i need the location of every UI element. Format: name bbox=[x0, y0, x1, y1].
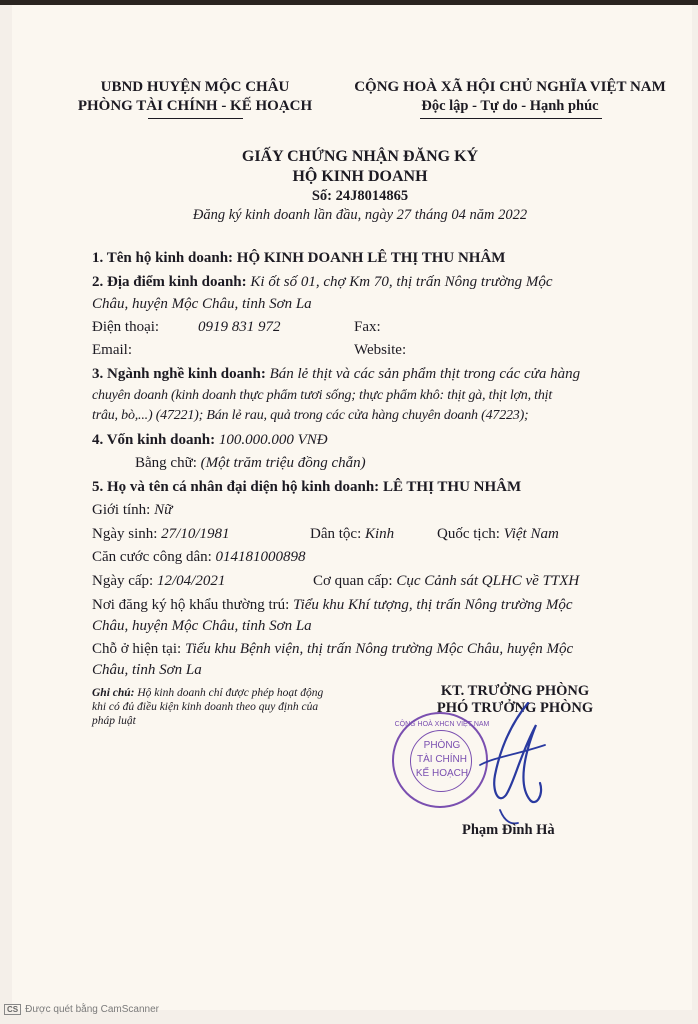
camscanner-logo-icon: CS bbox=[4, 1004, 21, 1015]
capital-label: 4. Vốn kinh doanh: bbox=[92, 432, 216, 448]
field-address bbox=[92, 274, 553, 291]
field-gender bbox=[92, 502, 172, 519]
gender-label: Giới tính: bbox=[92, 502, 151, 518]
note-text-3: pháp luật bbox=[92, 715, 136, 727]
country-name: CỘNG HOÀ XÃ HỘI CHỦ NGHĨA VIỆT NAM bbox=[354, 79, 666, 95]
representative-label: 5. Họ và tên cá nhân đại diện hộ kinh doanh: bbox=[92, 479, 380, 495]
field-id bbox=[92, 549, 306, 566]
business-name-label: 1. Tên hộ kinh doanh: bbox=[92, 250, 234, 266]
sector-value-2: chuyên doanh (kinh doanh thực phẩm tươi sống; thực phẩm khô: thịt gà, thịt lợn, thịt bbox=[92, 388, 553, 403]
field-representative bbox=[92, 479, 521, 496]
dob-value: 27/10/1981 bbox=[161, 526, 230, 542]
field-nationality bbox=[437, 526, 559, 543]
phone-value: 0919 831 972 bbox=[198, 319, 281, 335]
field-business-name bbox=[92, 250, 505, 267]
field-current-address bbox=[92, 641, 573, 658]
issuer-label: Cơ quan cấp: bbox=[313, 573, 393, 589]
sector-value-1: Bán lẻ thịt và các sản phẩm thịt trong các cửa hàng bbox=[269, 366, 581, 382]
note-line1 bbox=[92, 687, 323, 699]
note-text-2: khi có đủ điều kiện kinh doanh theo quy định của bbox=[92, 701, 319, 713]
registration-date: Đăng ký kinh doanh lần đầu, ngày 27 tháng 04 năm 2022 bbox=[192, 207, 528, 223]
current-address-value-1: Tiểu khu Bệnh viện, thị trấn Nông trường Mộc Châu, huyện Mộc bbox=[184, 641, 574, 657]
agency-name: UBND HUYỆN MỘC CHÂU bbox=[100, 79, 290, 95]
field-capital bbox=[92, 432, 328, 449]
ethnic-label: Dân tộc: bbox=[310, 526, 362, 542]
representative-value: LÊ THỊ THU NHÂM bbox=[382, 479, 522, 495]
sector-value-3: trâu, bò,...) (47221); Bán lẻ rau, quả trong các cửa hàng chuyên doanh (47223); bbox=[92, 408, 529, 423]
field-issuer bbox=[313, 573, 579, 590]
field-ethnic bbox=[310, 526, 394, 543]
address-value-2: Châu, huyện Mộc Châu, tỉnh Sơn La bbox=[92, 296, 312, 312]
doc-title-line1: GIẤY CHỨNG NHẬN ĐĂNG KÝ bbox=[241, 148, 479, 165]
gender-value: Nữ bbox=[154, 502, 173, 518]
residence-label: Nơi đăng ký hộ khẩu thường trú: bbox=[92, 597, 290, 613]
current-address-label: Chỗ ở hiện tại: bbox=[92, 641, 182, 657]
header-left-underline bbox=[148, 118, 243, 119]
current-address-value-2: Châu, tỉnh Sơn La bbox=[92, 662, 202, 678]
stamp-line-1: PHÒNG bbox=[423, 740, 461, 751]
note-text-1: Hộ kinh doanh chỉ được phép hoạt động bbox=[137, 687, 324, 699]
ethnic-value: Kinh bbox=[364, 526, 395, 542]
nationality-value: Việt Nam bbox=[503, 526, 559, 542]
issue-date-label: Ngày cấp: bbox=[92, 573, 154, 589]
signature-title-1: KT. TRƯỞNG PHÒNG bbox=[440, 683, 590, 699]
scanner-watermark bbox=[4, 1004, 159, 1015]
nationality-label: Quốc tịch: bbox=[437, 526, 500, 542]
signature-title-2: PHÓ TRƯỞNG PHÒNG bbox=[436, 700, 594, 716]
email-label: Email: bbox=[92, 342, 132, 358]
capital-words-value: (Một trăm triệu đồng chẵn) bbox=[200, 455, 366, 471]
issuer-value: Cục Cảnh sát QLHC về TTXH bbox=[396, 573, 580, 589]
residence-value-2: Châu, huyện Mộc Châu, tỉnh Sơn La bbox=[92, 618, 312, 634]
signer-name: Phạm Đình Hà bbox=[462, 822, 555, 838]
address-value-1: Ki ốt số 01, chợ Km 70, thị trấn Nông trường Mộc bbox=[250, 274, 553, 290]
capital-value: 100.000.000 VNĐ bbox=[218, 432, 328, 448]
dob-label: Ngày sinh: bbox=[92, 526, 158, 542]
doc-title-line2: HỘ KINH DOANH bbox=[292, 168, 428, 185]
phone-label: Điện thoại: bbox=[92, 319, 160, 335]
address-label: 2. Địa điểm kinh doanh: bbox=[92, 274, 247, 290]
fax-label: Fax: bbox=[354, 319, 381, 335]
field-sector bbox=[92, 366, 580, 383]
issue-date-value: 12/04/2021 bbox=[156, 573, 226, 589]
department-name: PHÒNG TÀI CHÍNH - KẾ HOẠCH bbox=[77, 98, 313, 114]
field-residence bbox=[92, 597, 573, 614]
certificate-number: Số: 24J8014865 bbox=[311, 188, 409, 204]
id-value: 014181000898 bbox=[215, 549, 306, 565]
id-label: Căn cước công dân: bbox=[92, 549, 212, 565]
field-capital-words bbox=[135, 455, 366, 472]
header-right-underline bbox=[420, 118, 602, 119]
capital-words-label: Bằng chữ: bbox=[135, 455, 197, 471]
scanner-watermark-text: Được quét bằng CamScanner bbox=[25, 1004, 160, 1015]
website-label: Website: bbox=[354, 342, 407, 358]
stamp-line-3: KẾ HOẠCH bbox=[415, 768, 469, 779]
field-dob bbox=[92, 526, 230, 543]
note-label: Ghi chú: bbox=[92, 687, 135, 699]
sector-label: 3. Ngành nghề kinh doanh: bbox=[92, 366, 266, 382]
national-motto: Độc lập - Tự do - Hạnh phúc bbox=[421, 98, 599, 114]
handwritten-signature bbox=[440, 695, 560, 835]
field-issue-date bbox=[92, 573, 225, 590]
business-name-value: HỘ KINH DOANH LÊ THỊ THU NHÂM bbox=[236, 250, 506, 266]
residence-value-1: Tiểu khu Khí tượng, thị trấn Nông trường Mộc bbox=[293, 597, 573, 613]
stamp-line-2: TÀI CHÍNH bbox=[417, 754, 467, 765]
stamp-top-text: CỘNG HOÀ XHCN VIỆT NAM bbox=[394, 721, 490, 728]
